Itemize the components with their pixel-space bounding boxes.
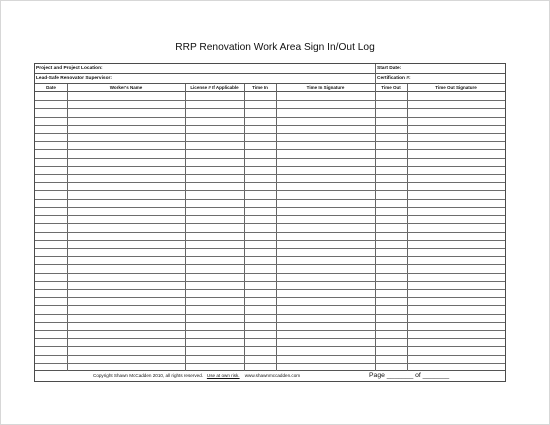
table-row-divider — [35, 133, 505, 134]
column-divider — [407, 84, 408, 371]
column-header-time-out: Time Out — [381, 85, 401, 90]
supervisor-row — [35, 74, 505, 84]
project-location-field[interactable] — [35, 64, 375, 73]
column-header-date: Date — [46, 85, 56, 90]
table-row-divider — [35, 223, 505, 224]
column-divider — [276, 84, 277, 371]
table-row-divider — [35, 182, 505, 183]
table-row-divider — [35, 117, 505, 118]
table-row-divider — [35, 305, 505, 306]
table-row-divider — [35, 207, 505, 208]
table-row-divider — [35, 322, 505, 323]
page-number-field[interactable]: Page _______ of _______ — [369, 372, 450, 379]
table-row-divider — [35, 215, 505, 216]
table-row-divider — [35, 314, 505, 315]
table-row-divider — [35, 232, 505, 233]
start-date-field[interactable] — [375, 64, 505, 73]
table-row-divider — [35, 100, 505, 101]
table-row-divider — [35, 338, 505, 339]
table-row-divider — [35, 141, 505, 142]
table-row-divider — [35, 289, 505, 290]
column-divider — [244, 84, 245, 371]
table-row-divider — [35, 199, 505, 200]
certification-label: Certification #: — [377, 76, 411, 81]
column-header-workers-name: Worker's Name — [109, 85, 143, 90]
table-header — [35, 84, 505, 92]
table-row-divider — [35, 125, 505, 126]
table-row-divider — [35, 158, 505, 159]
table-row-divider — [35, 256, 505, 257]
table-row-divider — [35, 190, 505, 191]
supervisor-field[interactable] — [35, 74, 375, 83]
column-divider — [67, 84, 68, 371]
table-row-divider — [35, 363, 505, 364]
table-row-divider — [35, 264, 505, 265]
table-row-divider — [35, 281, 505, 282]
table-row-divider — [35, 240, 505, 241]
table-row-divider — [35, 346, 505, 347]
table-row-divider — [35, 273, 505, 274]
project-location-label: Project and Project Location: — [36, 66, 103, 71]
page-title: RRP Renovation Work Area Sign In/Out Log — [175, 42, 375, 53]
log-form — [34, 63, 506, 382]
column-header-time-in: Time In — [252, 85, 268, 90]
copyright-text: Copyright Shawn McCadden 2010, all rights reserved. — [93, 373, 204, 378]
start-date-label: Start Date: — [377, 66, 402, 71]
table-row-divider — [35, 174, 505, 175]
table-row-divider — [35, 297, 505, 298]
column-divider — [185, 84, 186, 371]
table-row-divider — [35, 248, 505, 249]
table-row-divider — [35, 355, 505, 356]
project-location-row — [35, 64, 505, 74]
table-row-divider — [35, 330, 505, 331]
copyright-line — [93, 371, 300, 381]
supervisor-label: Lead-Safe Renovator Supervisor: — [36, 76, 112, 81]
certification-field[interactable] — [375, 74, 505, 83]
column-header-time-in-signature: Time In Signature — [306, 85, 345, 90]
column-header-license: License # If Applicable — [190, 85, 239, 90]
column-divider — [375, 64, 376, 371]
table-row-divider — [35, 166, 505, 167]
column-header-time-out-signature: Time Out Signature — [435, 85, 477, 90]
table-row-divider — [35, 149, 505, 150]
risk-notice: Use at own risk. — [206, 373, 240, 378]
website-text: www.shawnmccadden.com — [244, 373, 301, 378]
table-row-divider — [35, 108, 505, 109]
footer — [35, 370, 505, 381]
